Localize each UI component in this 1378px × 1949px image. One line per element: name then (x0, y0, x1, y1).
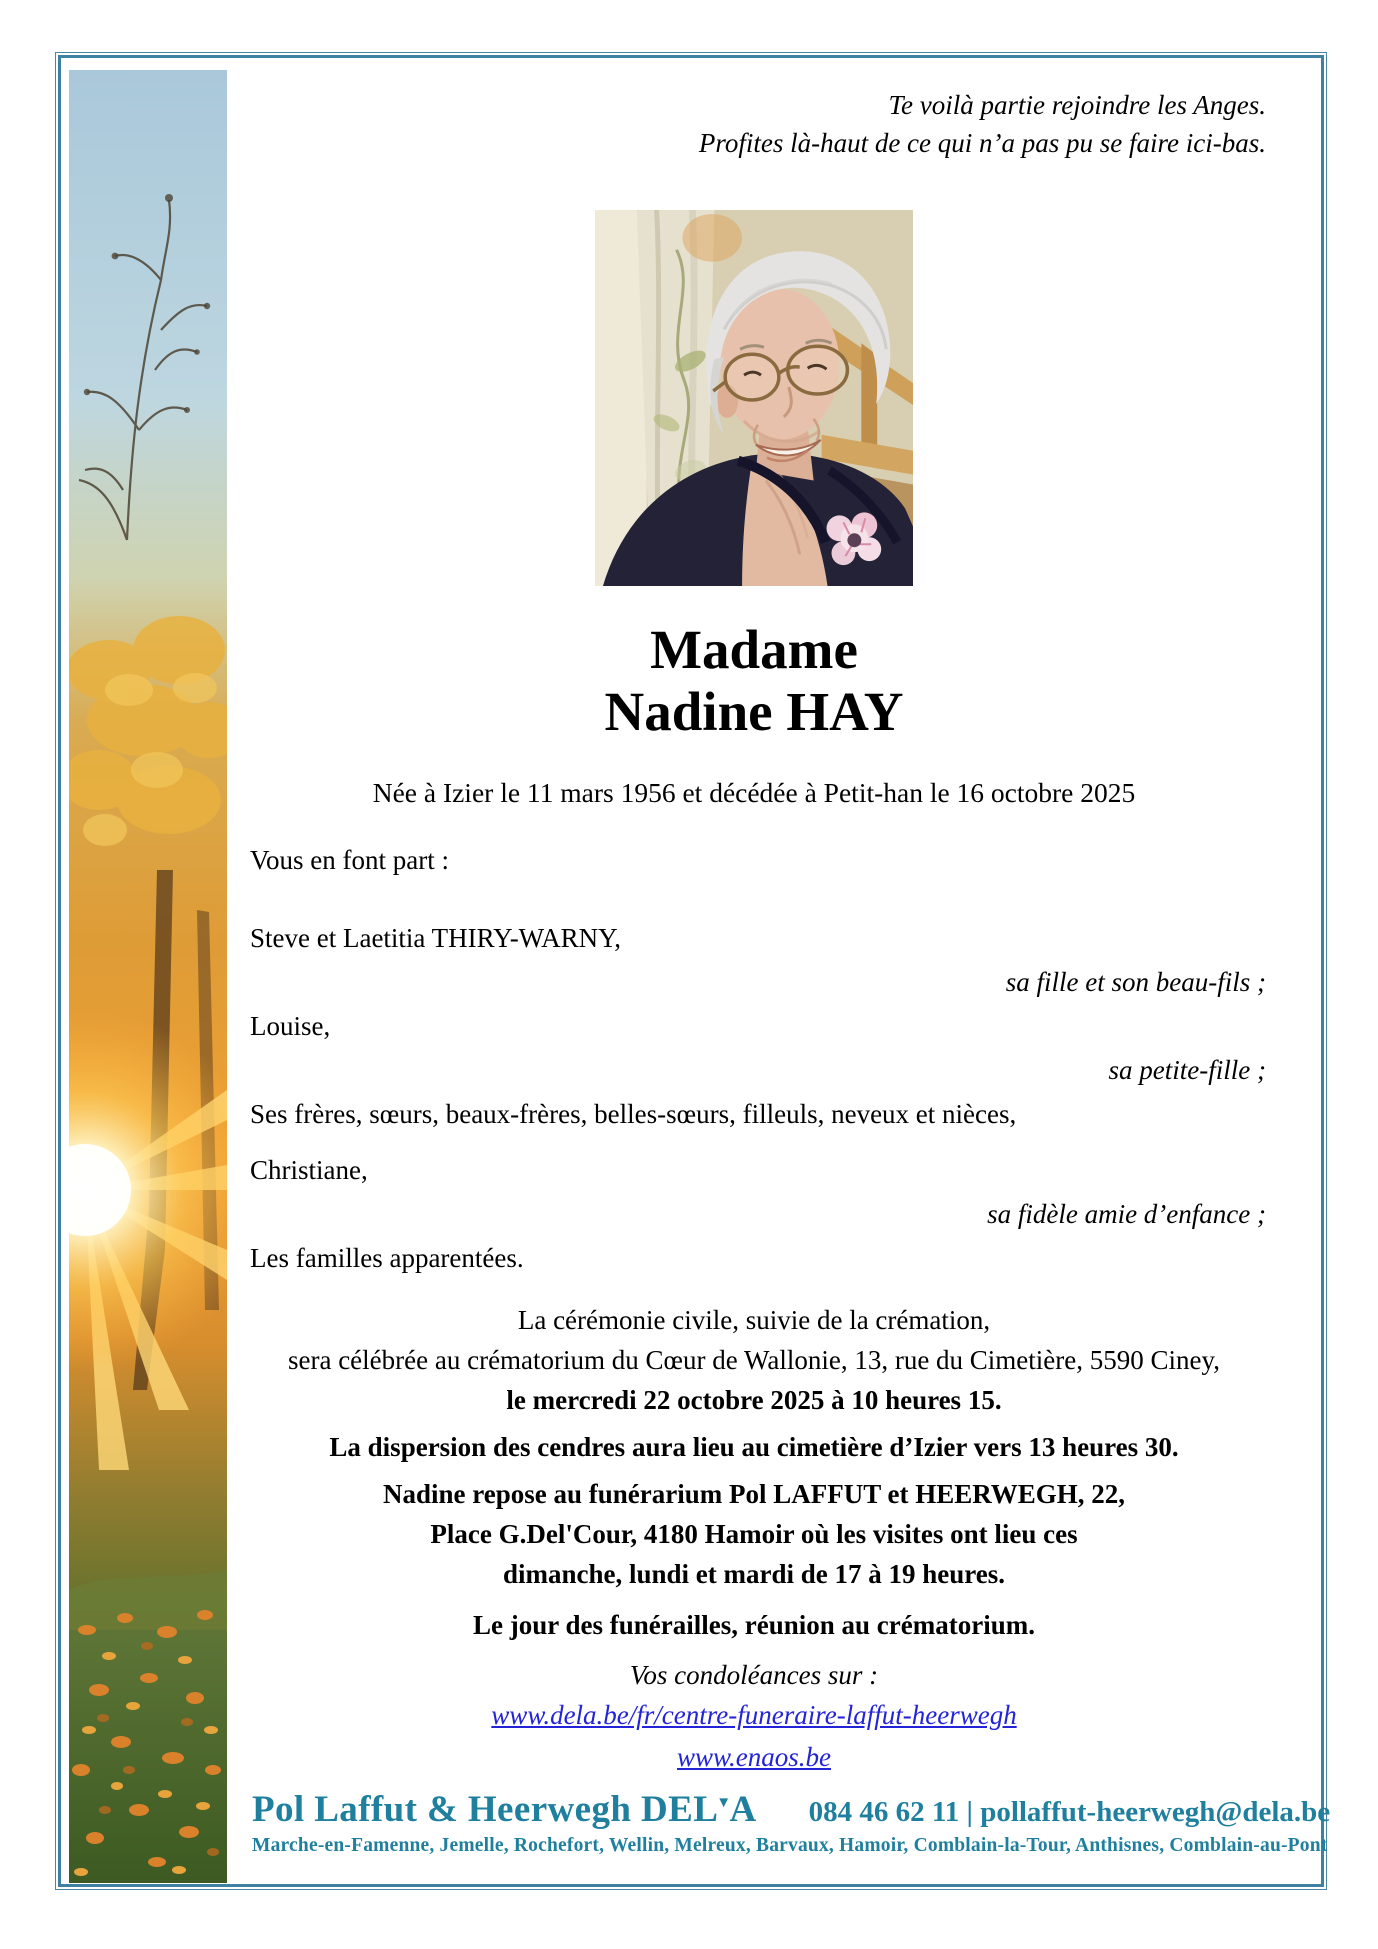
epigraph (228, 86, 1280, 162)
enaos-link[interactable]: www.enaos.be (677, 1742, 831, 1772)
content-column (228, 64, 1331, 1857)
dela-condolences-link[interactable]: www.dela.be/fr/centre-funeraire-laffut-heerwegh (491, 1700, 1017, 1730)
family-names: Ses frères, sœurs, beaux-frères, belles-sœurs, filleuls, neveux et nièces, (250, 1099, 1017, 1129)
ceremony-block (228, 1300, 1280, 1420)
condolences-label: Vos condoléances sur : (629, 1660, 879, 1690)
phone-email: 084 46 62 11 | pollaffut-heerwegh@dela.be (808, 1796, 1331, 1828)
repose-line-1: Nadine repose au funérarium Pol LAFFUT et HEERWEGH, 22, (382, 1479, 1126, 1509)
deceased-name: Nadine HAY (604, 681, 904, 742)
family-relation: sa fidèle amie d’enfance ; (987, 1199, 1266, 1229)
dela-brand-mark: ▼ (716, 1795, 732, 1811)
epigraph-line-1: Te voilà partie rejoindre les Anges. (888, 90, 1266, 120)
ceremony-line-1: La cérémonie civile, suivie de la crémation, (517, 1305, 991, 1335)
autumn-photo (69, 70, 227, 1883)
family-names: Steve et Laetitia THIRY-WARNY, (250, 923, 621, 953)
deceased-title: Madame (650, 619, 858, 680)
funeral-home-logo (252, 1788, 757, 1831)
life-dates: Née à Izier le 11 mars 1956 et décédée à Petit-han le 16 octobre 2025 (372, 777, 1136, 808)
condolences-link-line-1 (228, 1694, 1280, 1736)
deceased-title-block (228, 619, 1280, 743)
condolences-link-line-2 (228, 1736, 1280, 1778)
brand-text-end: A (729, 1789, 757, 1830)
portrait-photo (595, 210, 913, 586)
funeral-home-footer (228, 1788, 1331, 1857)
repose-line-3: dimanche, lundi et mardi de 17 à 19 heures. (502, 1559, 1006, 1589)
autumn-photo-strip (69, 70, 227, 1883)
footer-brand-line (252, 1788, 1331, 1831)
repose-line-2: Place G.Del'Cour, 4180 Hamoir où les visites ont lieu ces (430, 1519, 1078, 1549)
family-list (228, 916, 1280, 1280)
family-relation: sa fille et son beau-fils ; (1005, 967, 1266, 997)
family-relation: sa petite-fille ; (1108, 1055, 1266, 1085)
funeral-day-note: Le jour des funérailles, réunion au crématorium. (473, 1610, 1035, 1640)
announcement-intro: Vous en font part : (250, 845, 449, 875)
ashes-dispersion: La dispersion des cendres aura lieu au cimetière d’Izier vers 13 heures 30. (329, 1432, 1179, 1462)
brand-text: Pol Laffut & Heerwegh DEL (252, 1789, 719, 1830)
flower-brooch (827, 512, 882, 565)
epigraph-line-2: Profites là-haut de ce qui n’a pas pu se faire ici-bas. (698, 128, 1266, 158)
family-names: Christiane, (250, 1155, 368, 1185)
spacer (228, 1136, 1280, 1148)
branch-locations: Marche-en-Famenne, Jemelle, Rochefort, Wellin, Melreux, Barvaux, Hamoir, Comblain-la-Tour, Anthisnes, Comblain-au-Pont (252, 1835, 1328, 1856)
family-names: Les familles apparentées. (250, 1243, 524, 1273)
ceremony-date: le mercredi 22 octobre 2025 à 10 heures 15. (506, 1385, 1002, 1415)
ceremony-line-2: sera célébrée au crématorium du Cœur de Wallonie, 13, rue du Cimetière, 5590 Ciney, (287, 1345, 1220, 1375)
portrait-wrap (228, 210, 1280, 591)
family-names: Louise, (250, 1011, 331, 1041)
repose-block (228, 1474, 1280, 1594)
